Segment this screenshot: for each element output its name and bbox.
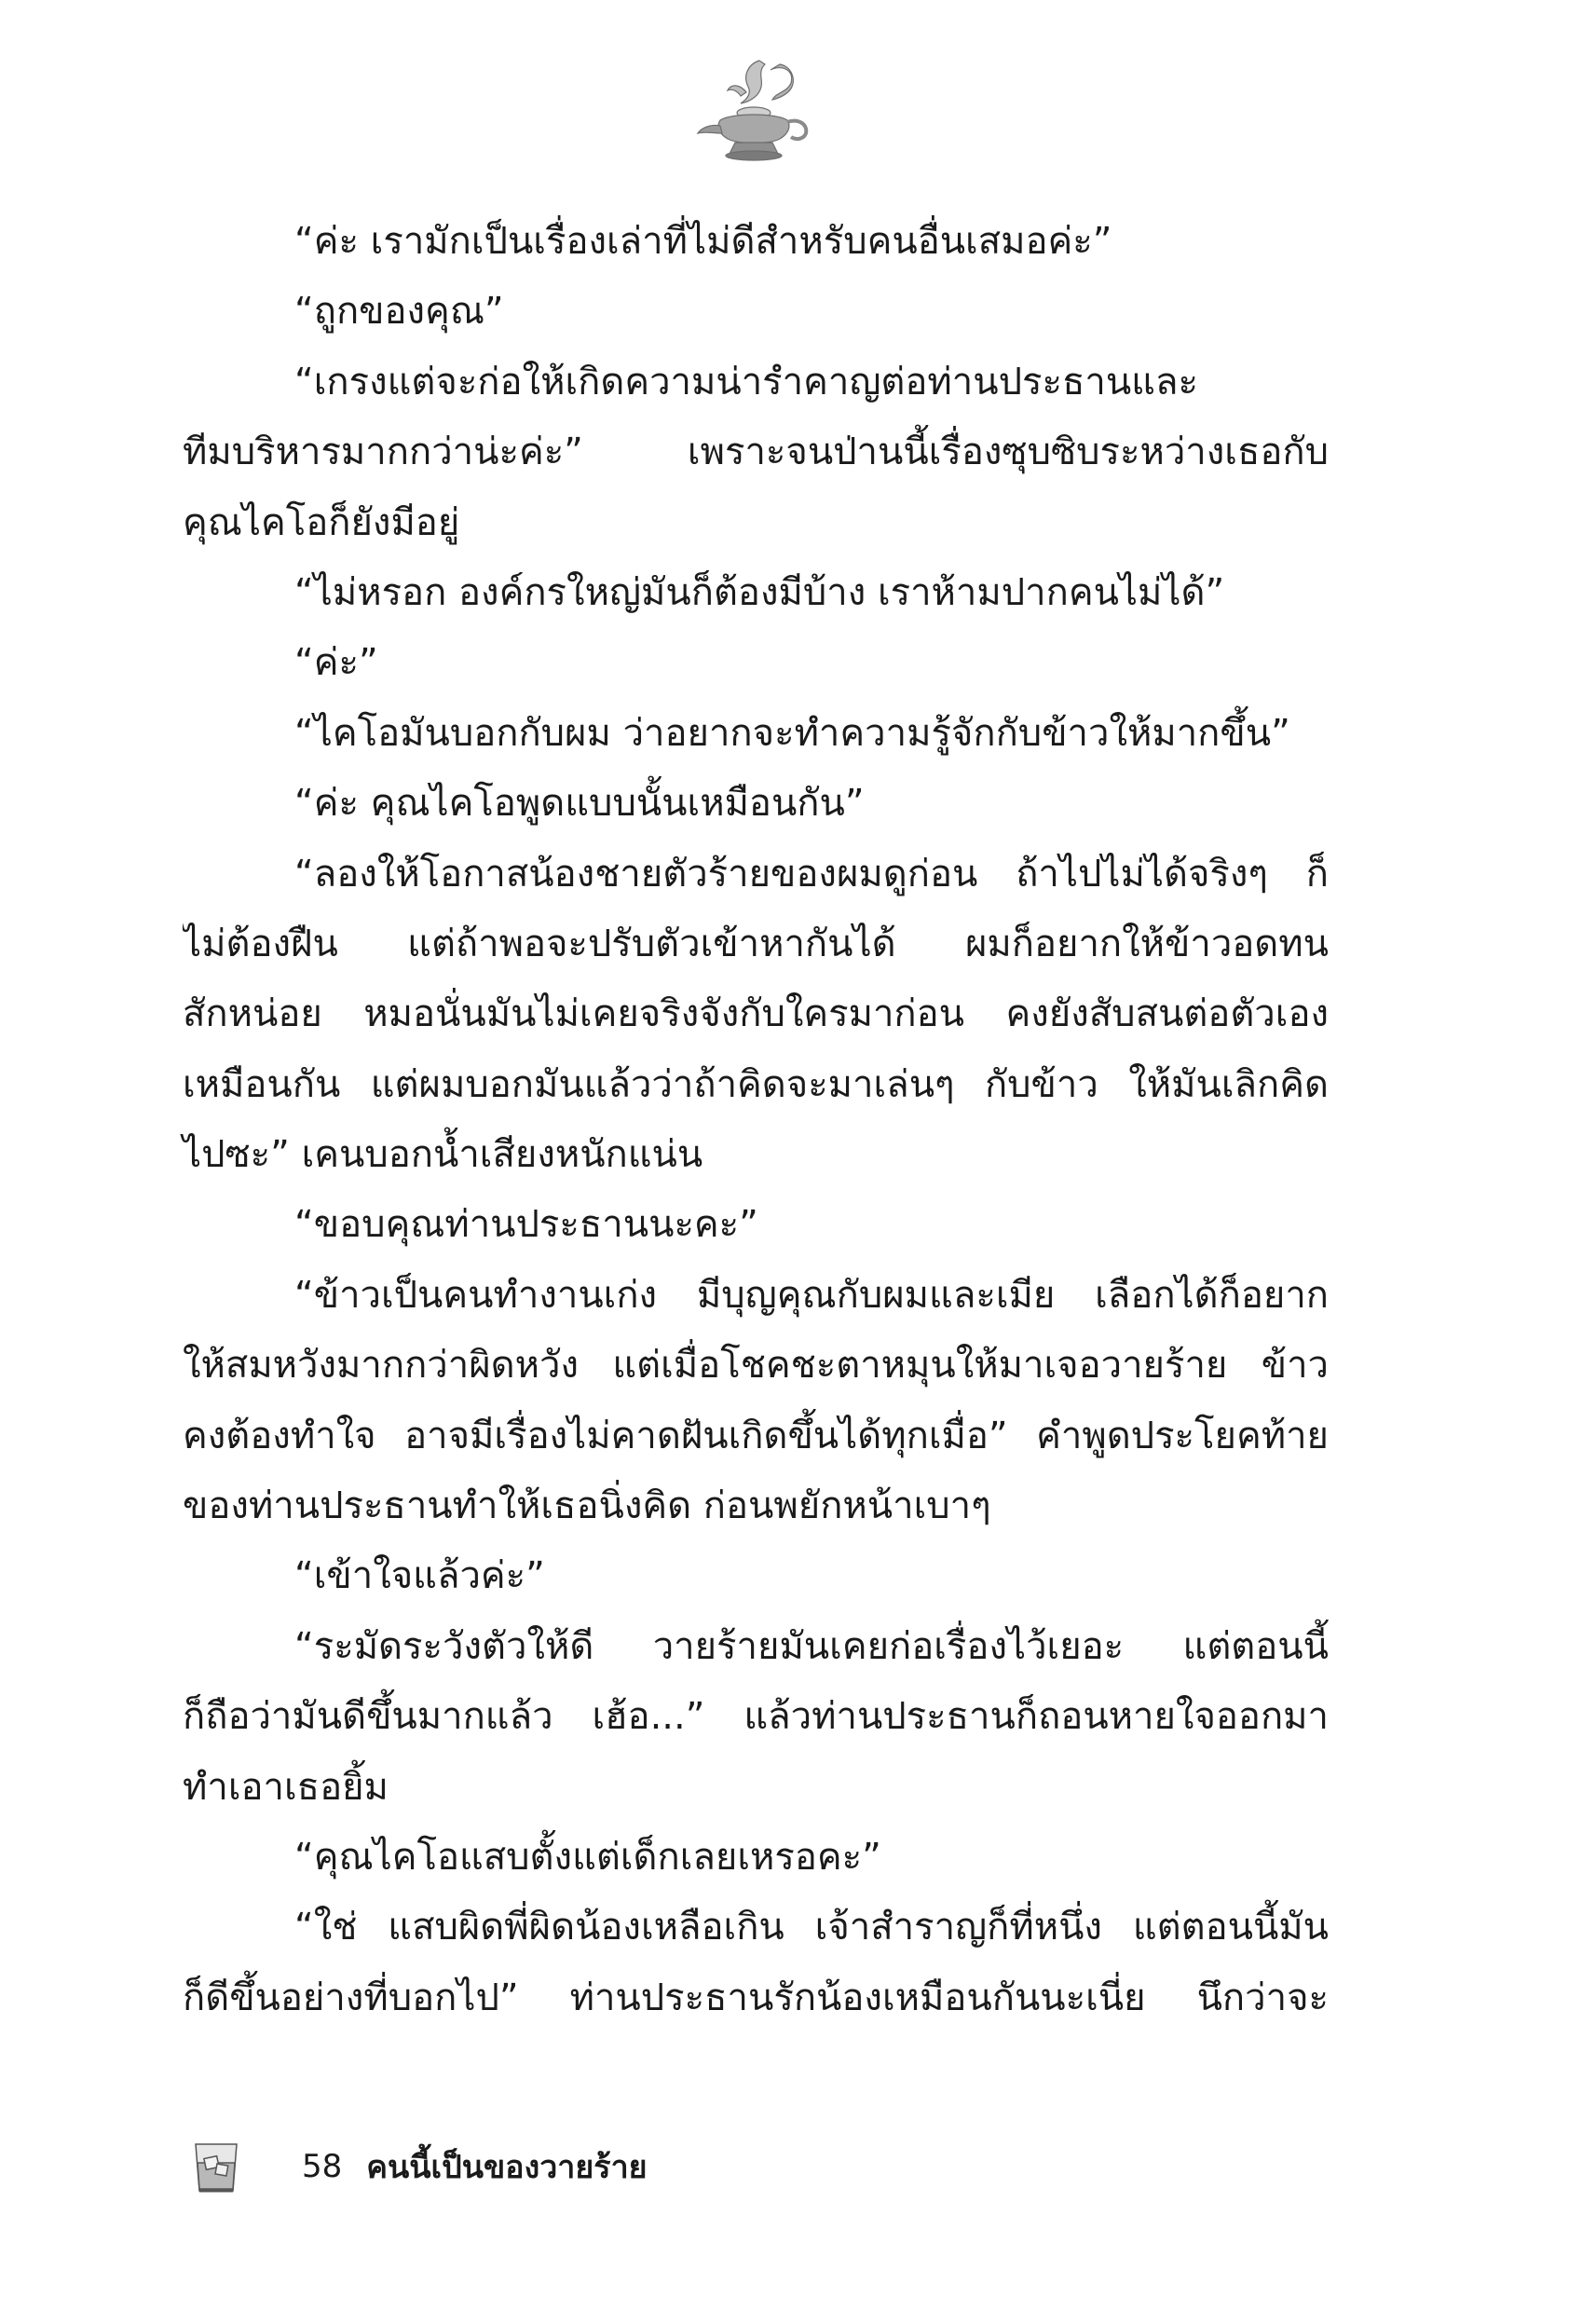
text-line: ก็ดีขึ้นอย่างที่บอกไป” ท่านประธานรักน้องเหมือนกันนะเนี่ย นึกว่าจะ	[183, 1976, 1329, 2019]
text-line: “ลองให้โอกาสน้องชายตัวร้ายของผมดูก่อน ถ้าไปไม่ได้จริงๆ ก็	[294, 852, 1329, 896]
text-line: “ใช่ แสบผิดพี่ผิดน้องเหลือเกิน เจ้าสำราญก็ที่หนึ่ง แต่ตอนนี้มัน	[294, 1906, 1329, 1949]
text-line: “ถูกของคุณ”	[294, 290, 504, 334]
text-line: เหมือนกัน แต่ผมบอกมันแล้วว่าถ้าคิดจะมาเล่นๆ กับข้าว ให้มันเลิกคิด	[183, 1062, 1329, 1106]
text-line: ก็ถือว่ามันดีขึ้นมากแล้ว เฮ้อ...” แล้วท่านประธานก็ถอนหายใจออกมา	[183, 1695, 1329, 1739]
body-text	[183, 207, 1329, 2033]
text-line: “ไคโอมันบอกกับผม ว่าอยากจะทำความรู้จักกับข้าวให้มากขึ้น”	[294, 711, 1290, 755]
text-line: คงต้องทำใจ อาจมีเรื่องไม่คาดฝันเกิดขึ้นได้ทุกเมื่อ” คำพูดประโยคท้าย	[183, 1414, 1329, 1457]
text-line: “ค่ะ คุณไคโอพูดแบบนั้นเหมือนกัน”	[294, 782, 865, 826]
text-line: สักหน่อย หมอนั่นมันไม่เคยจริงจังกับใครมาก่อน คงยังสับสนต่อตัวเอง	[183, 992, 1329, 1036]
whisky-glass-icon	[186, 2137, 246, 2196]
text-line: “ระมัดระวังตัวให้ดี วายร้ายมันเคยก่อเรื่องไว้เยอะ แต่ตอนนี้	[294, 1624, 1329, 1668]
text-line: ของท่านประธานทำให้เธอนิ่งคิด ก่อนพยักหน้าเบาๆ	[183, 1484, 991, 1528]
text-line: ทีมบริหารมากกว่าน่ะค่ะ” เพราะจนป่านนี้เรื่องซุบซิบระหว่างเธอกับ	[183, 431, 1329, 474]
text-line: “ค่ะ เรามักเป็นเรื่องเล่าที่ไม่ดีสำหรับคนอื่นเสมอค่ะ”	[294, 220, 1112, 263]
text-line: ให้สมหวังมากกว่าผิดหวัง แต่เมื่อโชคชะตาหมุนให้มาเจอวายร้าย ข้าว	[183, 1344, 1329, 1388]
text-line: “ค่ะ”	[294, 641, 378, 685]
page-number: 58	[302, 2148, 343, 2185]
text-line: ไปซะ” เคนบอกน้ำเสียงหนักแน่น	[183, 1133, 703, 1177]
text-line: “ขอบคุณท่านประธานนะคะ”	[294, 1203, 758, 1247]
text-line: คุณไคโอก็ยังมีอยู่	[183, 500, 460, 544]
text-line: “ข้าวเป็นคนทำงานเก่ง มีบุญคุณกับผมและเมีย เลือกได้ก็อยาก	[294, 1273, 1329, 1317]
text-line: “เกรงแต่จะก่อให้เกิดความน่ารำคาญต่อท่านประธานและ	[294, 360, 1198, 403]
page-footer	[186, 2134, 648, 2199]
text-line: “เข้าใจแล้วค่ะ”	[294, 1554, 545, 1598]
text-line: ไม่ต้องฝืน แต่ถ้าพอจะปรับตัวเข้าหากันได้ ผมก็อยากให้ข้าวอดทน	[183, 922, 1329, 965]
text-line: “ไม่หรอก องค์กรใหญ่มันก็ต้องมีบ้าง เราห้ามปากคนไม่ได้”	[294, 570, 1225, 614]
text-line: ทำเอาเธอยิ้ม	[183, 1765, 389, 1809]
text-line: “คุณไคโอแสบตั้งแต่เด็กเลยเหรอคะ”	[294, 1835, 881, 1879]
magic-lamp-icon	[694, 51, 815, 168]
book-title: คนนี้เป็นของวายร้าย	[366, 2149, 648, 2186]
